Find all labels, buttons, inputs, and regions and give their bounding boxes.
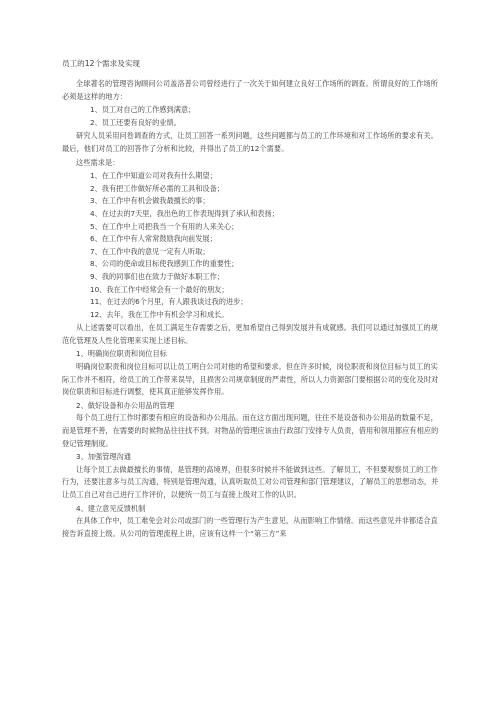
- need-item: 10、我在工作中经常会有一个最好的朋友；: [90, 284, 229, 294]
- need-item: 5、在工作中上司把我当一个有用的人来关心；: [90, 221, 239, 231]
- section-text: 让每个员工去做最擅长的事情，是管理的高境界，但很多时候并不能做到这些。了解员工，不但要观察员工的工作行为，还要注意多与员工沟通，特别是管理沟通，认真听取员工对公司管理和部门管理建议，了解员工的思想动态，并让员工自己对自己进行工作评价，以便统一员工与直接上级对工作的认识。: [62, 464, 439, 499]
- intro-list: [62, 104, 440, 129]
- research-paragraph: 研究人员采用问卷调查的方式，让员工回答一系列问题，这些问题都与员工的工作环境和对工作场所的要求有关。最后，他们对员工的回答作了分析和比较，并得出了员工的12个需要。: [62, 131, 438, 153]
- need-item: 6、在工作中有人常常鼓励我向前发展；: [90, 234, 217, 244]
- section-text: 明确岗位职责和岗位目标可以让员工明白公司对他的希望和要求。但在许多时候，岗位职责和岗位目标与员工的实际工作并不相符，给员工的工作带来误导，且损害公司规章制度的严肃性，所以人力资源部门要根据公司的变化及时对岗位职责和目标进行调整，使其真正能够发挥作用。: [62, 362, 439, 397]
- need-item: 8、公司的使命或目标使我感到工作的重要性；: [90, 259, 239, 269]
- section-heading: 4、建立意见反馈机制: [76, 503, 146, 513]
- needs-list: [62, 170, 440, 321]
- intro-item: 1、员工对自己的工作感到满意；: [90, 105, 196, 115]
- section-heading: 2、做好设备和办公用品的管理: [76, 400, 175, 410]
- section-text: 在具体工作中，员工难免会对公司或部门的一些管理行为产生意见，从而影响工作情绪。而这些意见并非都适合直接告诉直接上级。从公司的管理流程上讲，应该有这样一个“第三方”来: [62, 516, 438, 538]
- section-heading: 3、加强管理沟通: [76, 452, 131, 462]
- need-item: 11、在过去的6个月里，有人跟我谈过我的进步；: [90, 297, 248, 307]
- intro-item: 2、员工还要有良好的业绩。: [90, 117, 181, 127]
- need-item: 1、在工作中知道公司对我有什么期望；: [90, 171, 217, 181]
- need-item: 2、我有把工作做好所必需的工具和设备；: [90, 183, 224, 193]
- need-item: 12、去年，我在工作中有机会学习和成长。: [90, 309, 229, 319]
- need-item: 4、在过去的7天里，我出色的工作表现得到了承认和表扬；: [90, 208, 279, 218]
- need-item: 7、在工作中我的意见一定有人听取；: [90, 246, 210, 256]
- needs-label: 这些需求是：: [76, 157, 120, 167]
- page-title: 员工的12个需求及实现: [62, 59, 141, 68]
- conclusion-paragraph: 从上述需要可以看出，在员工满足生存需要之后，更加希望自己得到发展并有成就感。我们可以通过加强员工的规范化管理及人性化管理来实现上述目标。: [62, 323, 438, 345]
- section-heading: 1、明确岗位职责和岗位目标: [76, 349, 167, 359]
- intro-paragraph: 全球著名的管理咨询顾问公司盖洛普公司曾经进行了一次关于如何建立良好工作场所的调查。所谓良好的工作场所必须是这样的地方：: [62, 79, 438, 101]
- section-text: 每个员工进行工作时都要有相应的设备和办公用品。而在这方面出现问题，往往不是设备和办公用品的数量不足，而是管理不善，在需要的时候物品往往找不到。对物品的管理应该由行政部门安排专人负责，借用和领用都应有相应的登记管理制度。: [62, 413, 439, 448]
- need-item: 3、在工作中有机会做我最擅长的事；: [90, 196, 210, 206]
- need-item: 9、我的同事们也在致力于做好本职工作；: [90, 271, 224, 281]
